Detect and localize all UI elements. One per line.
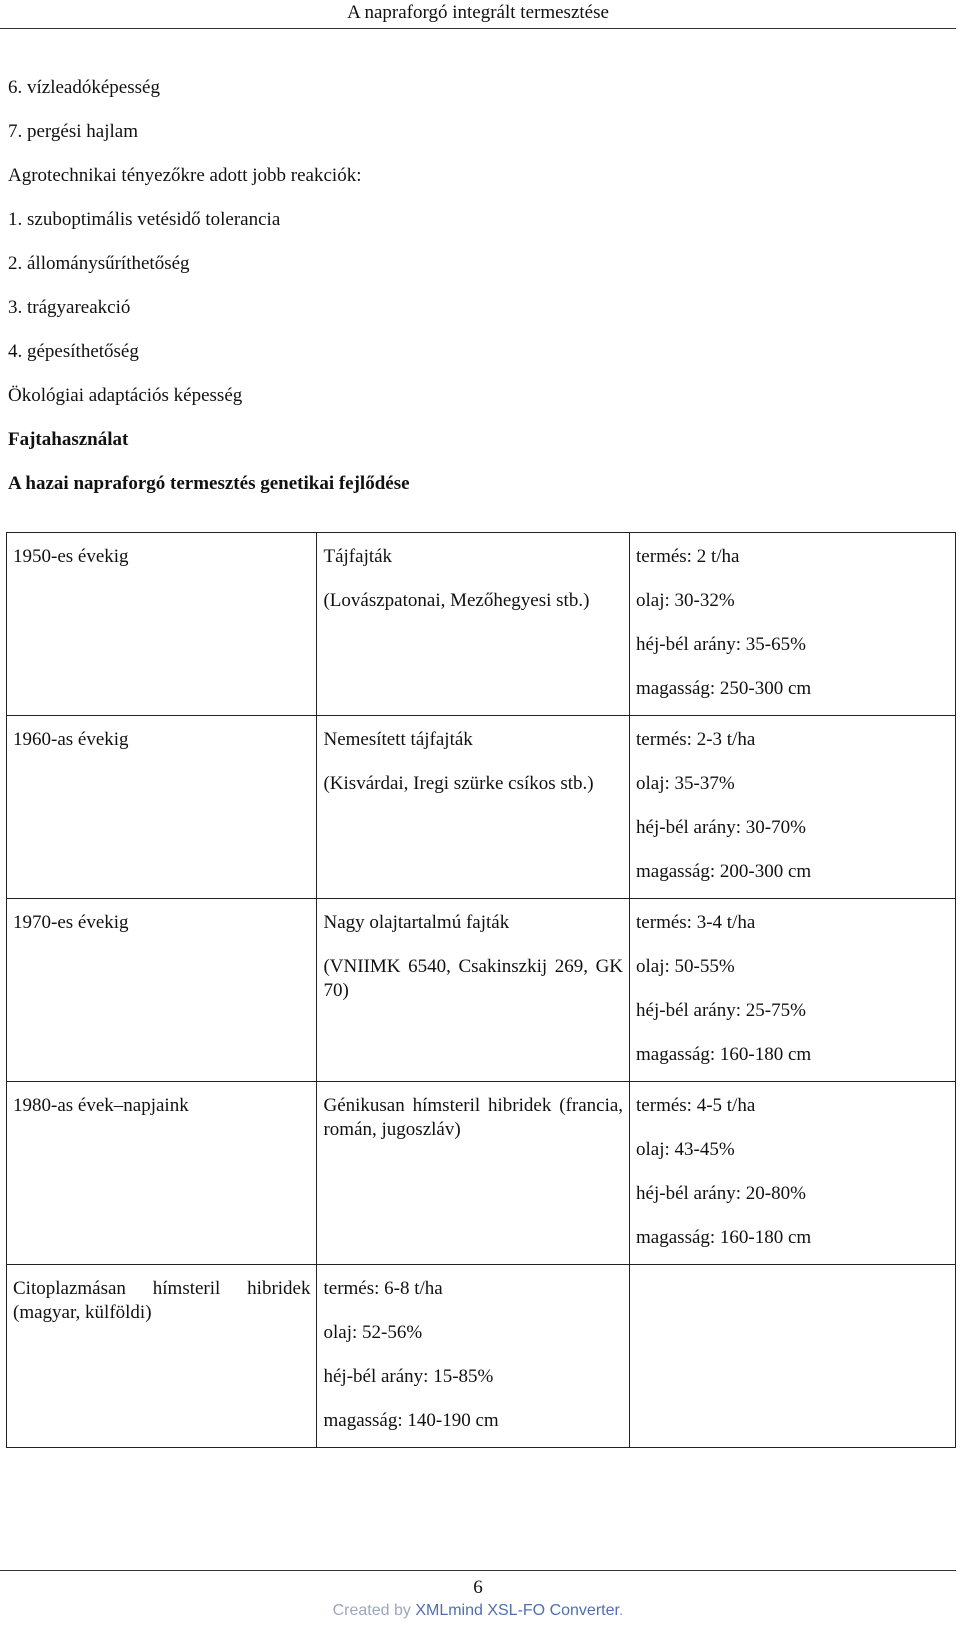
type-cell: Nagy olajtartalmú fajták (VNIIMK 6540, Csakinszkij 269, GK 70) <box>317 899 630 1082</box>
list-item: 7. pergési hajlam <box>8 121 138 142</box>
empty-cell <box>630 1265 956 1448</box>
table-row <box>7 899 956 1082</box>
list-item: 4. gépesíthetőség <box>8 341 139 362</box>
period-cell: 1950-es évekig <box>7 533 317 716</box>
table-row <box>7 716 956 899</box>
list-item: 2. állománysűríthetőség <box>8 253 190 274</box>
props-cell: termés: 2 t/ha olaj: 30-32% héj-bél arány: 35-65% magasság: 250-300 cm <box>630 533 956 716</box>
genetic-development-table <box>6 532 956 1448</box>
created-suffix: . <box>618 1602 624 1619</box>
type-cell: Tájfajták (Lovászpatonai, Mezőhegyesi stb.) <box>317 533 630 716</box>
table-row <box>7 1265 956 1448</box>
period-cell: 1960-as évekig <box>7 716 317 899</box>
period-cell: 1970-es évekig <box>7 899 317 1082</box>
props-cell: termés: 3-4 t/ha olaj: 50-55% héj-bél arány: 25-75% magasság: 160-180 cm <box>630 899 956 1082</box>
running-header <box>0 0 956 29</box>
period-cell: Citoplazmásan hímsteril hibridek (magyar, külföldi) <box>7 1265 317 1448</box>
type-cell: Nemesített tájfajták (Kisvárdai, Iregi szürke csíkos stb.) <box>317 716 630 899</box>
paragraph: Ökológiai adaptációs képesség <box>8 385 243 406</box>
props-cell: termés: 2-3 t/ha olaj: 35-37% héj-bél arány: 30-70% magasság: 200-300 cm <box>630 716 956 899</box>
table-row <box>7 1082 956 1265</box>
type-cell: Génikusan hímsteril hibridek (francia, román, jugoszláv) <box>317 1082 630 1265</box>
section-heading: A hazai napraforgó termesztés genetikai fejlődése <box>8 473 410 494</box>
converter-link[interactable]: XMLmind XSL-FO Converter <box>415 1602 619 1619</box>
list-item: 6. vízleadóképesség <box>8 77 160 98</box>
period-cell: 1980-as évek–napjaink <box>7 1082 317 1265</box>
paragraph: Agrotechnikai tényezőkre adott jobb reakciók: <box>8 165 362 186</box>
created-prefix: Created by <box>332 1602 416 1619</box>
type-cell: termés: 6-8 t/ha olaj: 52-56% héj-bél arány: 15-85% magasság: 140-190 cm <box>317 1265 630 1448</box>
props-cell: termés: 4-5 t/ha olaj: 43-45% héj-bél arány: 20-80% magasság: 160-180 cm <box>630 1082 956 1265</box>
list-item: 1. szuboptimális vetésidő tolerancia <box>8 209 281 230</box>
section-heading: Fajtahasználat <box>8 429 129 450</box>
header-title: A napraforgó integrált termesztése <box>347 2 609 23</box>
table-row <box>7 533 956 716</box>
list-item: 3. trágyareakció <box>8 297 131 318</box>
page-number: 6 <box>473 1577 483 1598</box>
created-by-note <box>0 1600 956 1622</box>
footer-divider <box>0 1570 956 1571</box>
